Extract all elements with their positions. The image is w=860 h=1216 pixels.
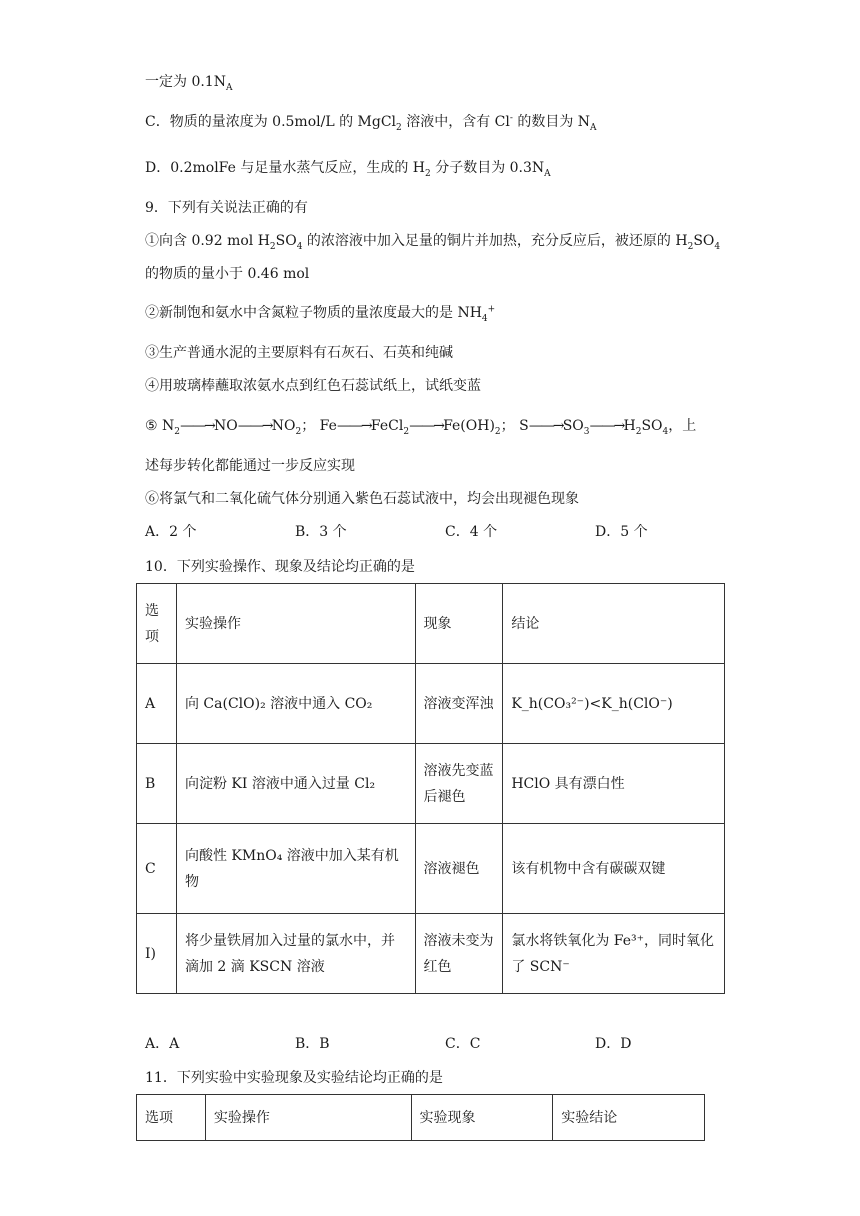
q9-statement-1-cont: 的物质的量小于 0.46 mol (145, 266, 310, 282)
q9-statement-5: ⑤ $N_2——\to NO——\to NO_2$； $Fe——\to FeCl_2——\to Fe(OH)_2$； $S——\to SO_3——\to H_2SO_4$，上 (145, 418, 697, 437)
q11-header-row (137, 1095, 705, 1141)
q9-statement-3: ③生产普通水泥的主要原料有石灰石、石英和纯碱 (145, 345, 453, 361)
q10-option-b: B．B (295, 1036, 330, 1052)
row-phenomenon: 溶液褪色 (415, 824, 503, 914)
row-option: C (137, 824, 177, 914)
q8-option-c: C．物质的量浓度为 0.5mol/L 的 MgCl$_2$ 溶液中，含有 Cl- 的数目为 $N_A$ (145, 113, 597, 133)
row-conclusion: K_h(CO₃²⁻)<K_h(ClO⁻) (503, 664, 725, 744)
q10-option-c: C．C (445, 1036, 481, 1052)
q9-statement-5-cont: 述每步转化都能通过一步反应实现 (145, 458, 355, 474)
row-option: B (137, 744, 177, 824)
row-phenomenon: 溶液先变蓝后褪色 (415, 744, 503, 824)
table-row (137, 664, 725, 744)
q9-statement-2: ②新制饱和氨水中含氮粒子物质的量浓度最大的是 $NH_4^+$ (145, 304, 496, 324)
row-operation: 向 Ca(ClO)₂ 溶液中通入 CO₂ (176, 664, 415, 744)
q11-header-phenomenon: 实验现象 (411, 1095, 553, 1141)
row-phenomenon: 溶液未变为红色 (415, 914, 503, 994)
q9-option-d: D．5 个 (595, 524, 648, 540)
q10-option-a: A．A (145, 1036, 180, 1052)
q8-tail-line: 一定为 $0.1N_A$ (145, 74, 233, 93)
q8-option-d: D．0.2molFe 与足量水蒸气反应，生成的 $H_2$ 分子数目为 $0.3N_A$ (145, 160, 551, 179)
q9-option-c: C．4 个 (445, 524, 498, 540)
row-conclusion: 氯水将铁氧化为 Fe³⁺，同时氧化了 SCN⁻ (503, 914, 725, 994)
row-phenomenon: 溶液变浑浊 (415, 664, 503, 744)
q10-options (145, 1034, 745, 1054)
row-operation: 向酸性 KMnO₄ 溶液中加入某有机物 (176, 824, 415, 914)
q10-header-operation: 实验操作 (176, 584, 415, 664)
q11-table (136, 1094, 705, 1141)
q10-stem: 10．下列实验操作、现象及结论均正确的是 (145, 559, 415, 575)
q11-header-operation: 实验操作 (205, 1095, 411, 1141)
q10-option-d: D．D (595, 1036, 632, 1052)
q9-stem: 9．下列有关说法正确的有 (145, 200, 308, 216)
row-conclusion: HClO 具有漂白性 (503, 744, 725, 824)
table-row (137, 914, 725, 994)
row-option: A (137, 664, 177, 744)
q9-statement-4: ④用玻璃棒蘸取浓氨水点到红色石蕊试纸上，试纸变蓝 (145, 378, 481, 394)
q9-statement-6: ⑥将氯气和二氧化硫气体分别通入紫色石蕊试液中，均会出现褪色现象 (145, 491, 579, 507)
q9-statement-1: ①向含 0.92 mol $H_2SO_4$ 的浓溶液中加入足量的铜片并加热，充分反应后，被还原的 $H_2SO_4$ (145, 233, 721, 252)
q10-header-row (137, 584, 725, 664)
row-conclusion: 该有机物中含有碳碳双键 (503, 824, 725, 914)
q10-header-conclusion: 结论 (503, 584, 725, 664)
q11-header-conclusion: 实验结论 (553, 1095, 705, 1141)
q9-options (145, 522, 745, 542)
q11-header-option: 选项 (137, 1095, 206, 1141)
q11-stem: 11．下列实验中实验现象及实验结论均正确的是 (145, 1070, 443, 1086)
q10-table (136, 583, 725, 994)
q9-option-a: A．2 个 (145, 524, 197, 540)
row-option: I) (137, 914, 177, 994)
q9-option-b: B．3 个 (295, 524, 347, 540)
table-row (137, 744, 725, 824)
table-row (137, 824, 725, 914)
q10-header-phenomenon: 现象 (415, 584, 503, 664)
row-operation: 将少量铁屑加入过量的氯水中，并滴加 2 滴 KSCN 溶液 (176, 914, 415, 994)
q10-header-option: 选项 (137, 584, 177, 664)
row-operation: 向淀粉 KI 溶液中通入过量 Cl₂ (176, 744, 415, 824)
